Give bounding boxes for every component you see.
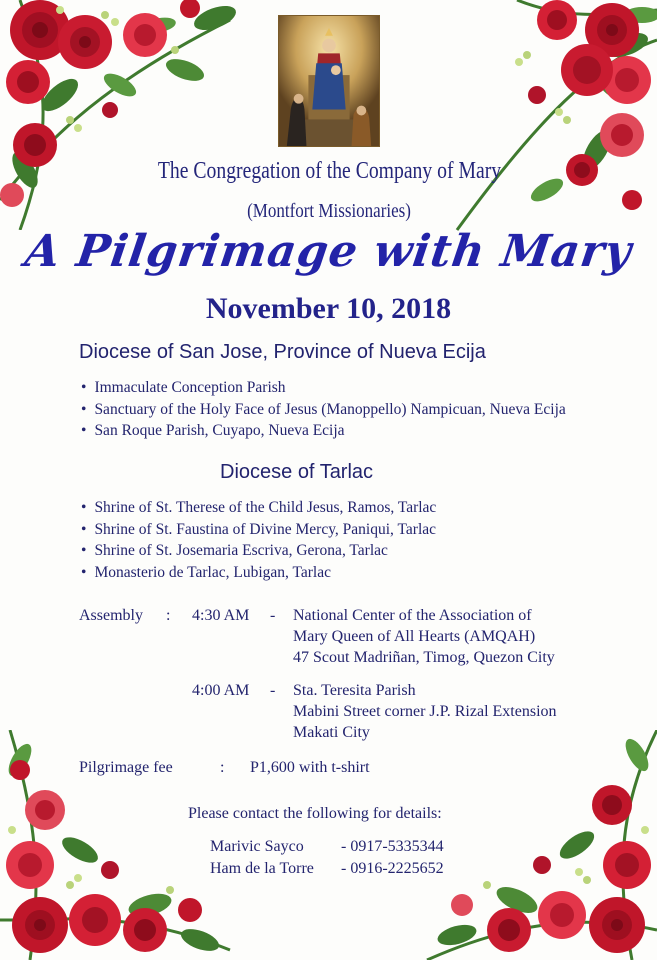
list-item — [81, 399, 566, 421]
site-line: Mary Queen of All Hearts (AMQAH) — [293, 628, 536, 645]
assembly-site-1 — [293, 605, 555, 668]
list-item-text: Sanctuary of the Holy Face of Jesus (Manoppello) Nampicuan, Nueva Ecija — [94, 400, 566, 418]
list-item — [81, 562, 436, 584]
assembly-dash-2: - — [270, 682, 276, 699]
fee-colon: : — [220, 759, 225, 776]
contact-phone-1: - 0917-5335344 — [341, 838, 444, 855]
event-title: A Pilgrimage with Mary — [21, 226, 636, 277]
list-item — [81, 540, 436, 562]
assembly-time-2: 4:00 AM — [192, 682, 250, 699]
floral-corner-bottom-right — [417, 730, 657, 960]
floral-corner-top-left — [0, 0, 250, 230]
list-item-text: Shrine of St. Josemaria Escriva, Gerona, Tarlac — [94, 542, 388, 559]
contact-name-1: Marivic Sayco — [210, 838, 304, 855]
fee-value: P1,600 with t-shirt — [250, 759, 370, 776]
site-line: 47 Scout Madriñan, Timog, Quezon City — [293, 649, 555, 666]
site-line: National Center of the Association of — [293, 607, 532, 624]
congregation-name: The Congregation of the Company of Mary — [157, 158, 502, 184]
site-line: Makati City — [293, 724, 370, 741]
list-item — [81, 377, 566, 399]
contact-heading: Please contact the following for details: — [188, 805, 442, 822]
diocese-tarlac-heading: Diocese of Tarlac — [220, 461, 374, 483]
list-item-text: Immaculate Conception Parish — [94, 379, 286, 396]
list-item — [81, 497, 436, 519]
assembly-label: Assembly — [79, 607, 143, 624]
madonna-painting-image — [278, 15, 380, 147]
site-line: Sta. Teresita Parish — [293, 682, 416, 699]
diocese-san-jose-heading: Diocese of San Jose, Province of Nueva Ecija — [79, 341, 486, 363]
assembly-colon: : — [166, 607, 171, 624]
event-date: November 10, 2018 — [205, 292, 452, 325]
assembly-time-1: 4:30 AM — [192, 607, 250, 624]
assembly-site-2 — [293, 680, 557, 743]
list-item-text: San Roque Parish, Cuyapo, Nueva Ecija — [94, 422, 345, 439]
assembly-dash-1: - — [270, 607, 276, 624]
list-item-text: Shrine of St. Therese of the Child Jesus, Ramos, Tarlac — [94, 499, 437, 516]
rose-cluster-icon — [427, 730, 657, 960]
rose-cluster-icon — [0, 0, 239, 230]
fee-label: Pilgrimage fee — [79, 759, 173, 776]
list-item — [81, 420, 566, 442]
contact-phone-2: - 0916-2225652 — [341, 860, 444, 877]
list-item-text: Shrine of St. Faustina of Divine Mercy, Paniqui, Tarlac — [94, 520, 437, 538]
congregation-subtitle: (Montfort Missionaries) — [247, 200, 411, 222]
san-jose-stop-list — [81, 377, 566, 442]
contact-name-2: Ham de la Torre — [210, 860, 314, 877]
list-item-text: Monasterio de Tarlac, Lubigan, Tarlac — [94, 563, 331, 581]
site-line: Mabini Street corner J.P. Rizal Extension — [293, 703, 557, 720]
list-item — [81, 519, 436, 541]
tarlac-stop-list — [81, 497, 436, 583]
rose-cluster-icon — [457, 0, 657, 230]
